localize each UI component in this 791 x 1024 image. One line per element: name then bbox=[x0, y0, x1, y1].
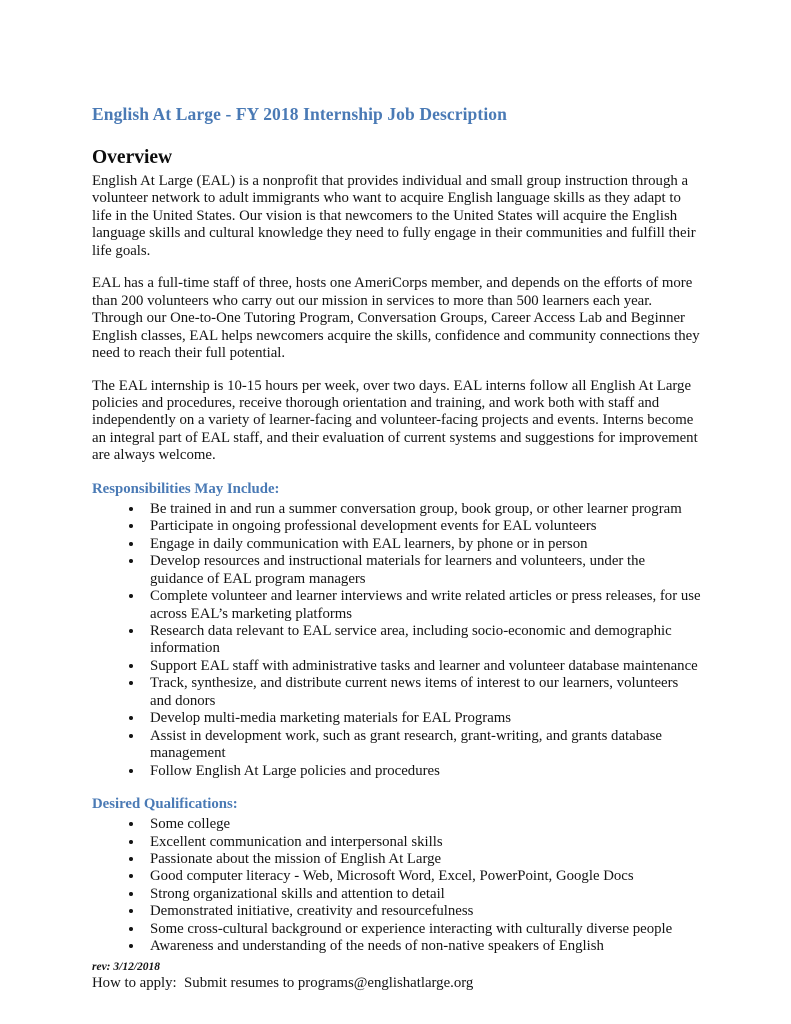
list-item: • Assist in development work, such as grant research, grant-writing, and grants database management bbox=[144, 728, 701, 763]
responsibilities-heading: Responsibilities May Include: bbox=[92, 480, 280, 497]
document-content bbox=[92, 0, 701, 992]
overview-paragraph-2: EAL has a full-time staff of three, hosts one AmeriCorps member, and depends on the efforts of more than 200 volunteers who carry out our mission in services to more than 500 learners each year. Through our One-to-One Tutoring Program, Conversation Groups, Career Access Lab and Beginner English classes, EAL helps newcomers acquire the skills, confidence and community connections they need to reach their full potential. bbox=[92, 275, 700, 362]
document-title: English At Large - FY 2018 Internship Job Description bbox=[92, 104, 507, 124]
overview-paragraph-3: The EAL internship is 10-15 hours per week, over two days. EAL interns follow all English At Large policies and procedures, receive thorough orientation and training, and work both with staff and independently on a variety of learner-facing and volunteer-facing projects and events. Interns become an integral part of EAL staff, and their evaluation of current systems and suggestions for improvement are always welcome. bbox=[92, 377, 698, 464]
list-item: • Demonstrated initiative, creativity and resourcefulness bbox=[144, 903, 701, 920]
list-item: • Engage in daily communication with EAL learners, by phone or in person bbox=[144, 536, 701, 553]
list-item: • Awareness and understanding of the needs of non-native speakers of English bbox=[144, 938, 701, 955]
list-item: • Excellent communication and interpersonal skills bbox=[144, 834, 701, 851]
revision-date: rev: 3/12/2018 bbox=[92, 961, 161, 973]
list-item: • Support EAL staff with administrative tasks and learner and volunteer database maintenance bbox=[144, 658, 701, 675]
list-item: • Track, synthesize, and distribute current news items of interest to our learners, volunteers and donors bbox=[144, 675, 701, 710]
list-item: • Complete volunteer and learner interviews and write related articles or press releases, for use across EAL’s marketing platforms bbox=[144, 588, 701, 623]
how-to-apply-line: How to apply: Submit resumes to programs@englishatlarge.org bbox=[92, 974, 474, 991]
list-item: • Participate in ongoing professional development events for EAL volunteers bbox=[144, 518, 701, 535]
qualifications-heading: Desired Qualifications: bbox=[92, 796, 238, 813]
list-item: • Good computer literacy - Web, Microsoft Word, Excel, PowerPoint, Google Docs bbox=[144, 868, 701, 885]
list-item: • Develop multi-media marketing materials for EAL Programs bbox=[144, 710, 701, 727]
list-item: • Passionate about the mission of English At Large bbox=[144, 851, 701, 868]
overview-heading: Overview bbox=[92, 147, 173, 168]
list-item: • Be trained in and run a summer conversation group, book group, or other learner program bbox=[144, 501, 701, 518]
list-item: • Some college bbox=[144, 816, 701, 833]
list-item: • Strong organizational skills and attention to detail bbox=[144, 886, 701, 903]
overview-paragraph-1: English At Large (EAL) is a nonprofit that provides individual and small group instruction through a volunteer network to adult immigrants who want to acquire English language skills as they adapt to life in the United States. Our vision is that newcomers to the United States will acquire the English language skills and cultural knowledge they need to fully engage in their communities and fulfill their life goals. bbox=[92, 173, 696, 259]
responsibilities-list bbox=[92, 501, 701, 780]
list-item: • Follow English At Large policies and procedures bbox=[144, 763, 701, 780]
list-item: • Develop resources and instructional materials for learners and volunteers, under the guidance of EAL program managers bbox=[144, 553, 701, 588]
list-item: • Research data relevant to EAL service area, including socio-economic and demographic information bbox=[144, 623, 701, 658]
list-item: • Some cross-cultural background or experience interacting with culturally diverse people bbox=[144, 921, 701, 938]
qualifications-list bbox=[92, 816, 701, 956]
